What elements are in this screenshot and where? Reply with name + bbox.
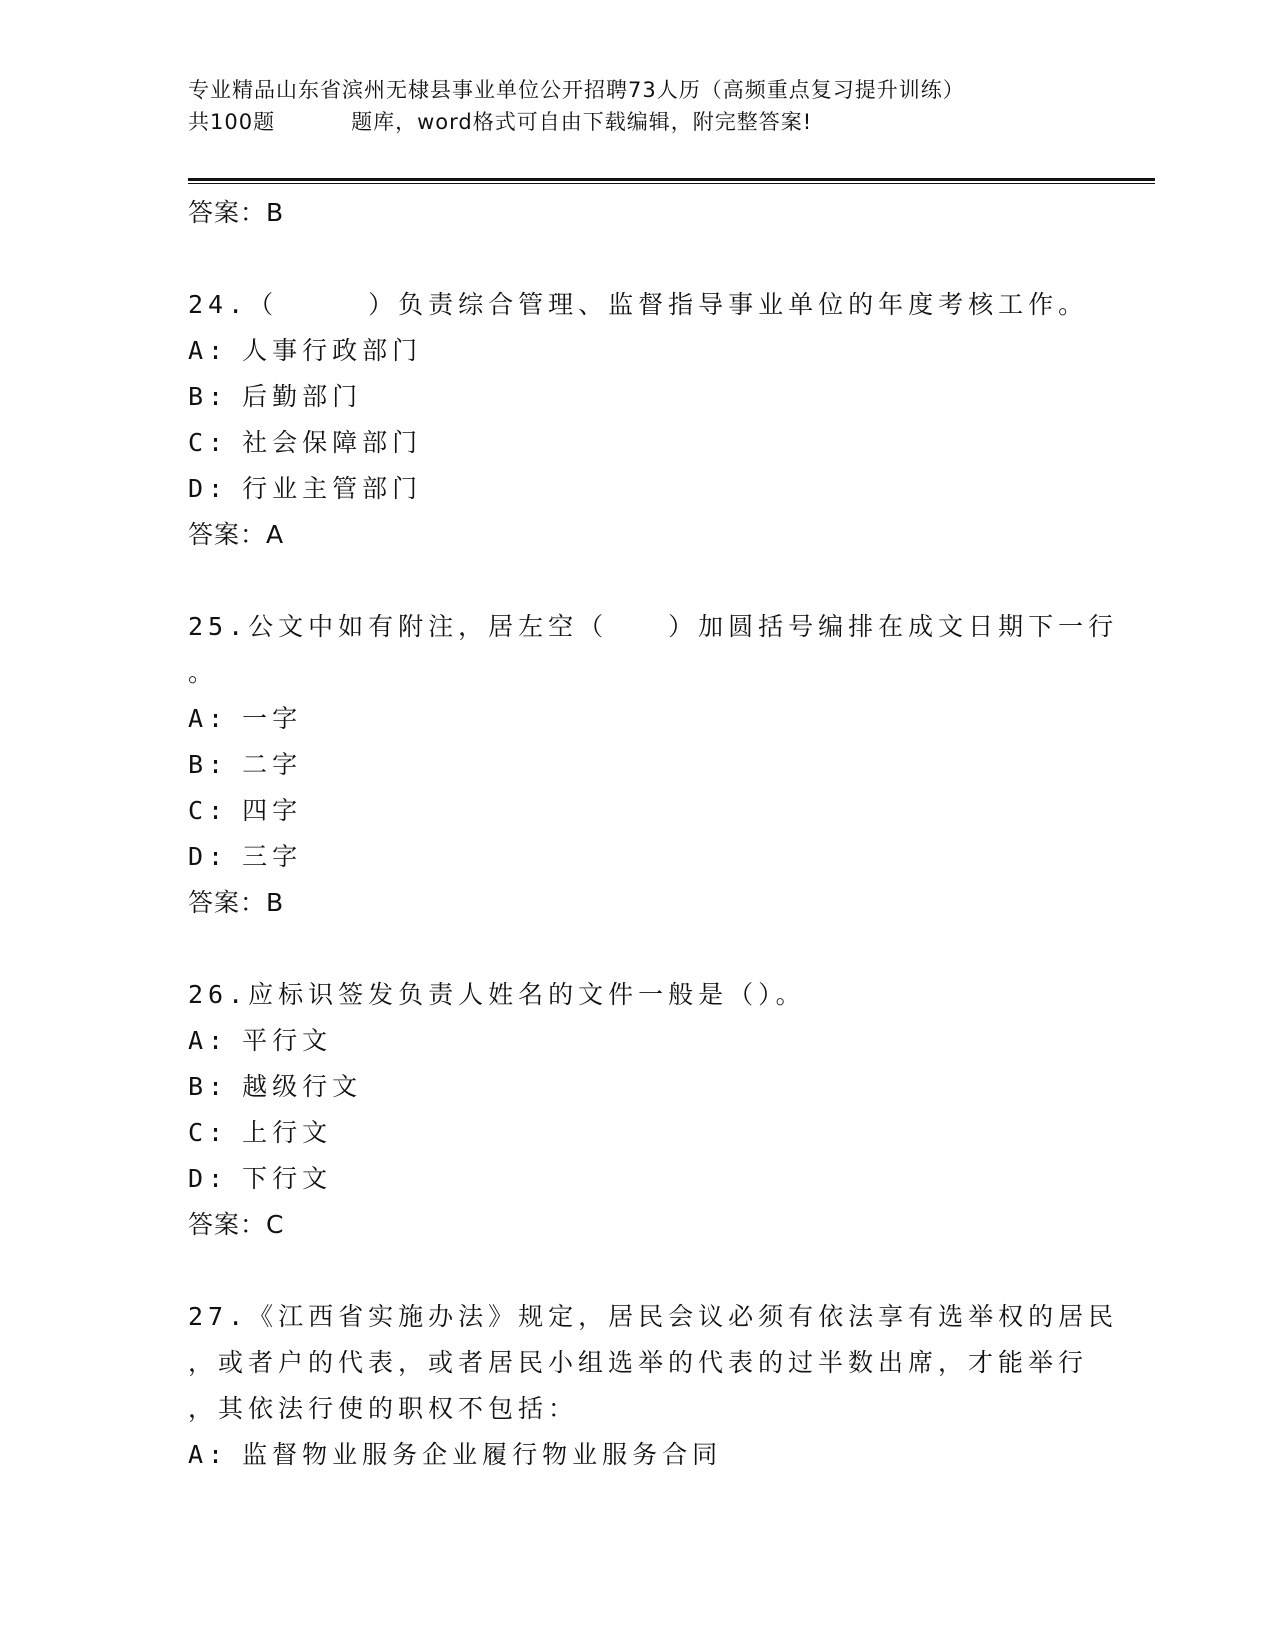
question-item xyxy=(188,1294,1119,1432)
question-text-continued: ，其依法行使的职权不包括： xyxy=(188,1394,579,1423)
option-key: D: xyxy=(188,474,229,503)
option-key: A: xyxy=(188,336,229,365)
option-d xyxy=(188,834,1088,880)
header-title-line: 专业精品山东省滨州无棣县事业单位公开招聘73人历（高频重点复习提升训练） xyxy=(188,78,965,102)
option-a xyxy=(188,328,1088,374)
question-count: 共100题 xyxy=(188,110,276,134)
question-answer: 答案：C xyxy=(188,1210,285,1239)
previous-answer: 答案：B xyxy=(188,198,285,227)
option-text: 上行文 xyxy=(242,1118,333,1147)
option-c xyxy=(188,420,1088,466)
option-text: 平行文 xyxy=(242,1026,333,1055)
option-text: 人事行政部门 xyxy=(242,336,423,365)
option-a xyxy=(188,1018,1088,1064)
option-d xyxy=(188,466,1088,512)
option-text: 越级行文 xyxy=(242,1072,363,1101)
question-list xyxy=(188,190,1119,1478)
question-text: 26.应标识签发负责人姓名的文件一般是（）。 xyxy=(188,980,806,1009)
question-text: 27.《江西省实施办法》规定，居民会议必须有依法享有选举权的居民 xyxy=(188,1302,1119,1331)
option-text: 后勤部门 xyxy=(242,382,363,411)
option-text: 三字 xyxy=(242,842,303,871)
option-key: B: xyxy=(188,1072,229,1101)
option-text: 社会保障部门 xyxy=(242,428,423,457)
option-text: 监督物业服务企业履行物业服务合同 xyxy=(242,1440,723,1469)
question-item xyxy=(188,282,1088,328)
option-key: B: xyxy=(188,382,229,411)
option-key: C: xyxy=(188,1118,229,1147)
header-divider-thick xyxy=(188,178,1155,181)
option-key: C: xyxy=(188,796,229,825)
question-item xyxy=(188,972,1088,1018)
option-text: 下行文 xyxy=(242,1164,333,1193)
option-b xyxy=(188,742,1088,788)
option-key: D: xyxy=(188,842,229,871)
option-key: A: xyxy=(188,1026,229,1055)
header-subtitle-line xyxy=(188,106,1148,138)
question-text-continued: 。 xyxy=(188,658,219,687)
question-answer: 答案：B xyxy=(188,888,285,917)
option-text: 四字 xyxy=(242,796,303,825)
question-text: 24.（ ）负责综合管理、监督指导事业单位的年度考核工作。 xyxy=(188,290,1089,319)
option-key: C: xyxy=(188,428,229,457)
document-header xyxy=(188,74,1148,138)
option-a xyxy=(188,696,1088,742)
option-a xyxy=(188,1432,1088,1478)
question-text: 25.公文中如有附注，居左空（ ）加圆括号编排在成文日期下一行 xyxy=(188,612,1119,641)
option-key: D: xyxy=(188,1164,229,1193)
option-c xyxy=(188,788,1088,834)
question-item xyxy=(188,604,1119,696)
download-note: 题库，word格式可自由下载编辑，附完整答案! xyxy=(351,110,813,134)
option-c xyxy=(188,1110,1088,1156)
option-b xyxy=(188,1064,1088,1110)
option-b xyxy=(188,374,1088,420)
question-answer: 答案：A xyxy=(188,520,285,549)
option-key: A: xyxy=(188,1440,229,1469)
option-d xyxy=(188,1156,1088,1202)
header-divider-thin xyxy=(188,183,1155,184)
option-text: 一字 xyxy=(242,704,303,733)
option-text: 二字 xyxy=(242,750,303,779)
question-text-continued: ，或者户的代表，或者居民小组选举的代表的过半数出席，才能举行 xyxy=(188,1348,1089,1377)
option-key: B: xyxy=(188,750,229,779)
option-key: A: xyxy=(188,704,229,733)
option-text: 行业主管部门 xyxy=(242,474,423,503)
